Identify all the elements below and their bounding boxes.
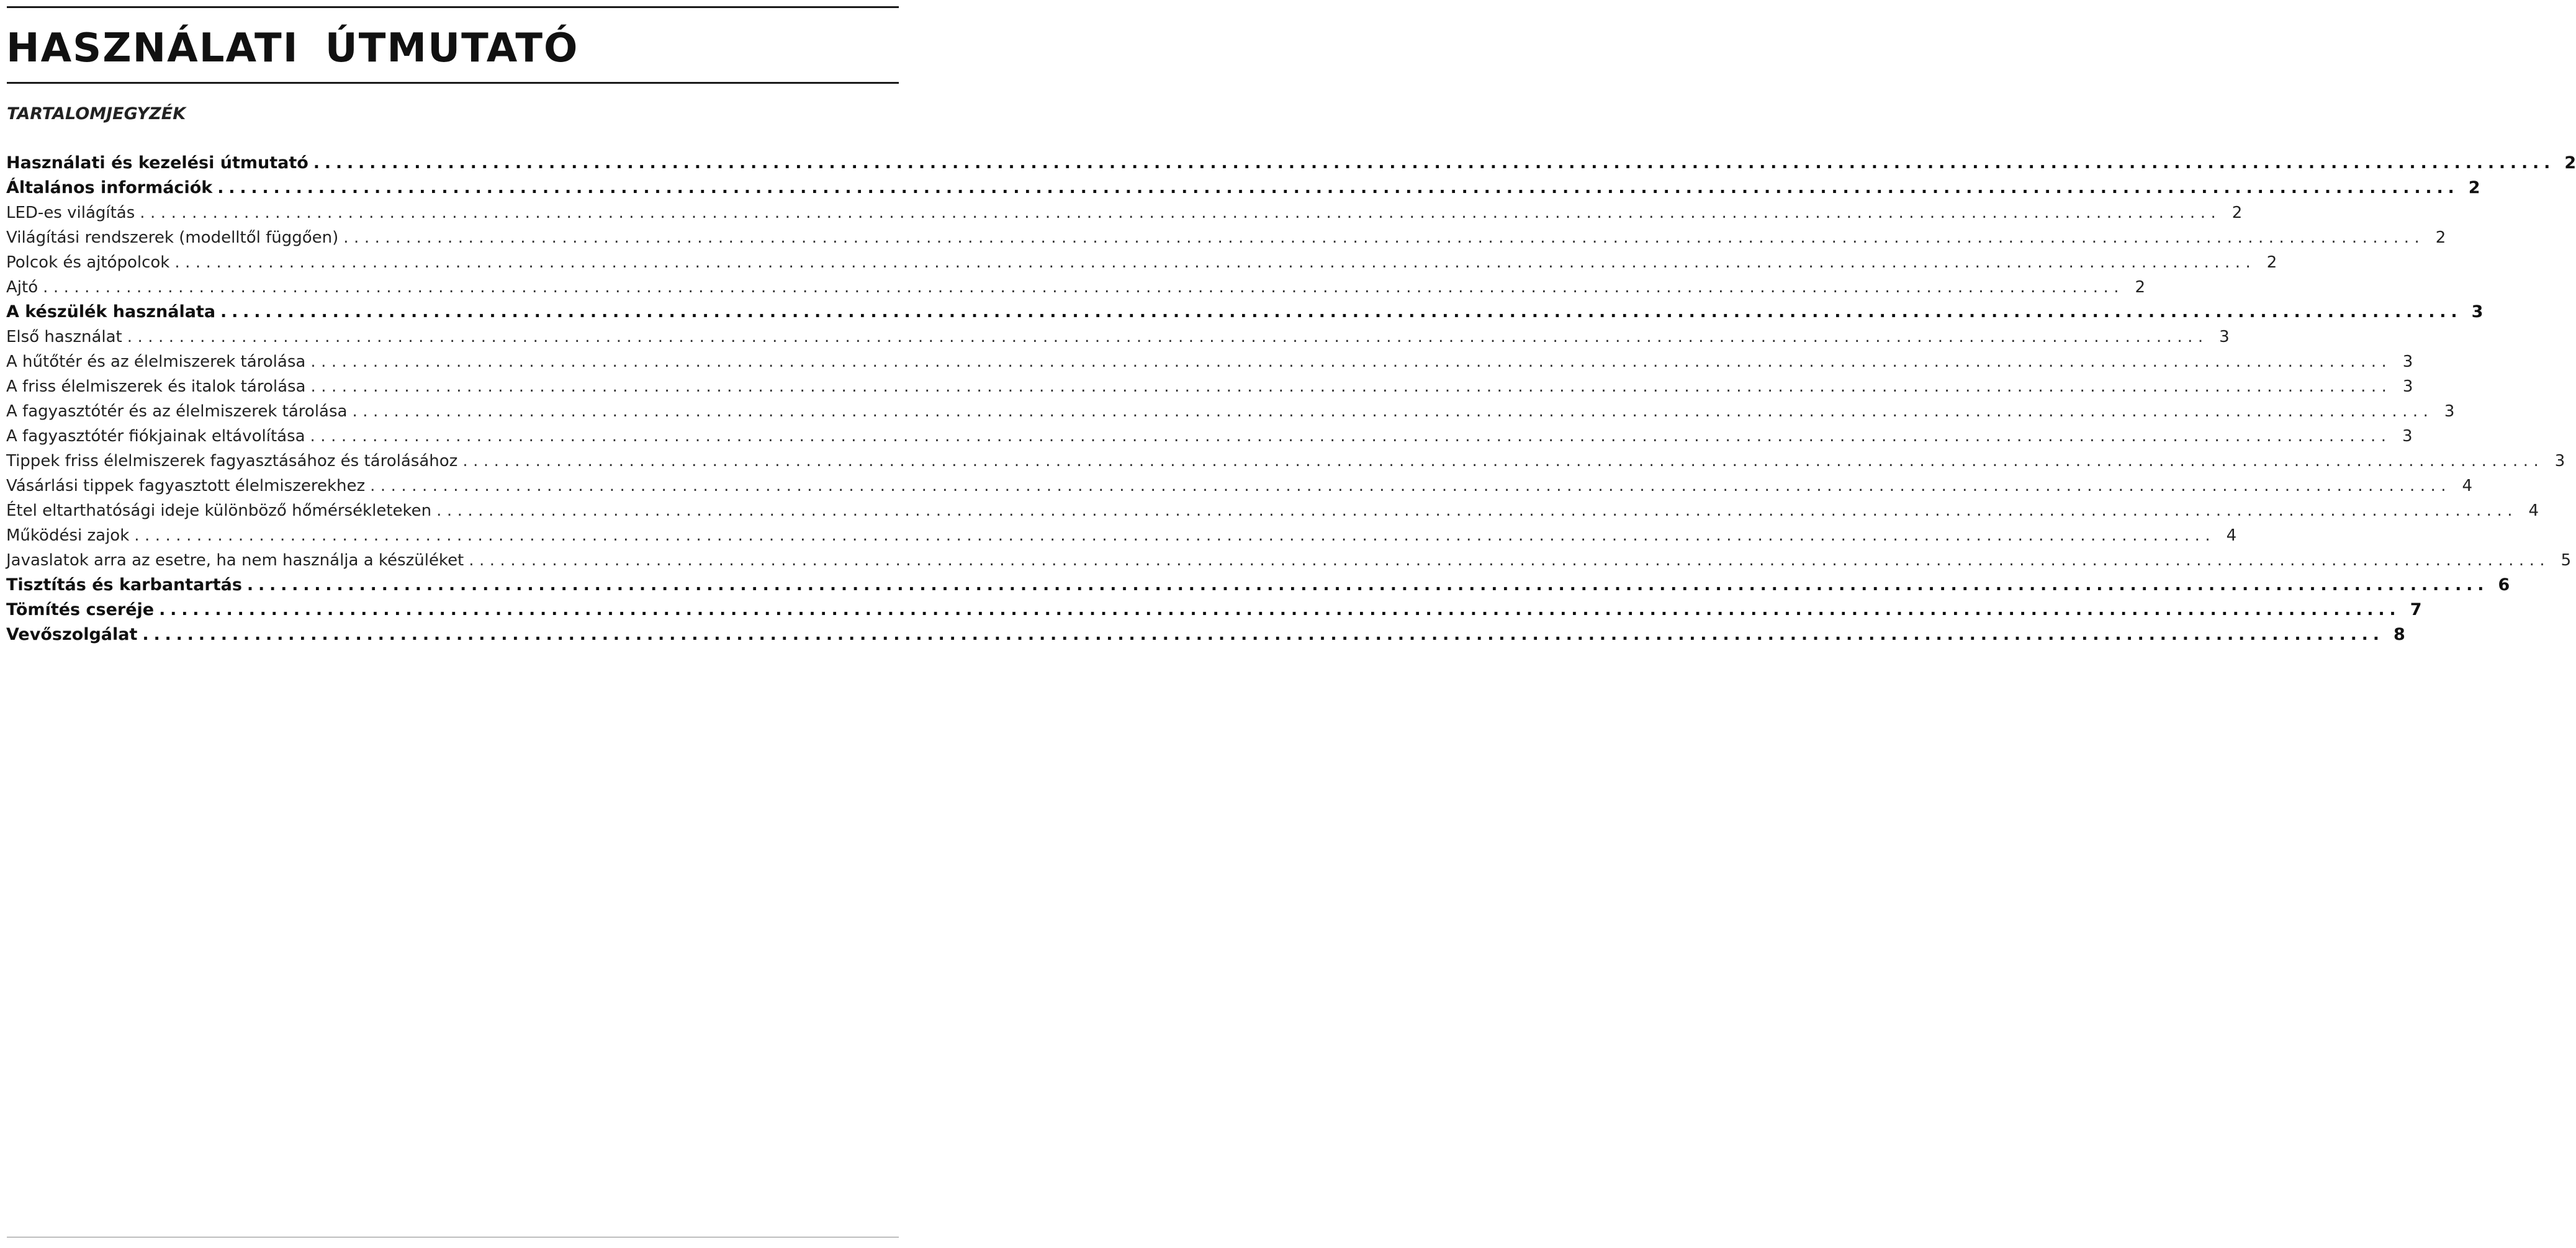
page-title: HASZNÁLATI ÚTMUTATÓ <box>6 25 579 71</box>
toc-entry-label: Javaslatok arra az esetre, ha nem használja a készüléket <box>6 551 464 570</box>
toc-entry-label: Általános információk <box>6 178 213 197</box>
toc-entry-page-number: 6 <box>2498 575 2510 595</box>
toc-section-entry[interactable] <box>6 300 2484 325</box>
toc-entry-page-number: 3 <box>2554 452 2565 470</box>
toc-entry-page-number: 3 <box>2444 402 2455 421</box>
toc-entry-label: Tisztítás és karbantartás <box>6 575 242 595</box>
toc-entry-label: Polcok és ajtópolcok <box>6 253 170 272</box>
toc-entry-label: A fagyasztótér fiókjainak eltávolítása <box>6 427 305 446</box>
toc-heading: TARTALOMJEGYZÉK <box>7 104 186 123</box>
toc-entry-label: Tömítés cseréje <box>6 600 155 619</box>
dot-leader: ........................................................................................................................................................................................................ <box>43 278 2125 297</box>
dot-leader: ........................................................................................................................................................................................................ <box>140 204 2222 222</box>
toc-entry-page-number: 3 <box>2471 302 2484 321</box>
toc-entry-label: Világítási rendszerek (modelltől függően) <box>6 228 339 247</box>
toc-entry-label: A friss élelmiszerek és italok tárolása <box>6 377 306 396</box>
toc-section-entry[interactable] <box>6 176 2480 200</box>
toc-subsection-entry[interactable] <box>6 424 2413 449</box>
toc-entry-page-number: 3 <box>2219 328 2230 346</box>
toc-entry-label: A készülék használata <box>6 302 216 321</box>
toc-subsection-entry[interactable] <box>6 548 2572 573</box>
dot-leader: ........................................................................................................................................................................................................ <box>343 228 2425 247</box>
toc-entry-label: A hűtőtér és az élelmiszerek tárolása <box>6 352 306 371</box>
title-rule <box>7 82 899 84</box>
dot-leader: ........................................................................................................................................................................................................ <box>220 302 2462 321</box>
dot-leader: ........................................................................................................................................................................................................ <box>436 501 2518 520</box>
toc-entry-page-number: 3 <box>2402 352 2413 371</box>
toc-entry-page-number: 8 <box>2393 625 2405 644</box>
toc-subsection-entry[interactable] <box>6 449 2565 474</box>
dot-leader: ........................................................................................................................................................................................................ <box>127 328 2209 346</box>
dot-leader: ........................................................................................................................................................................................................ <box>174 253 2256 272</box>
toc-entry-page-number: 4 <box>2462 477 2473 495</box>
toc-subsection-entry[interactable] <box>6 399 2455 424</box>
toc-entry-label: Tippek friss élelmiszerek fagyasztásához és tárolásához <box>6 452 458 470</box>
dot-leader: ........................................................................................................................................................................................................ <box>310 427 2392 446</box>
toc-section-entry[interactable] <box>6 622 2405 647</box>
toc-entry-page-number: 7 <box>2410 600 2422 619</box>
toc-entry-page-number: 4 <box>2528 501 2539 520</box>
toc-entry-label: Használati és kezelési útmutató <box>6 153 308 173</box>
toc-subsection-entry[interactable] <box>6 325 2230 349</box>
dot-leader: ........................................................................................................................................................................................................ <box>310 377 2392 396</box>
toc-subsection-entry[interactable] <box>6 474 2473 498</box>
table-of-contents <box>6 151 2576 647</box>
toc-entry-label: LED-es világítás <box>6 204 135 222</box>
dot-leader: ........................................................................................................................................................................................................ <box>462 452 2544 470</box>
toc-entry-label: Étel eltarthatósági ideje különböző hőmérsékleteken <box>6 501 432 520</box>
toc-entry-page-number: 2 <box>2435 228 2446 247</box>
dot-leader: ........................................................................................................................................................................................................ <box>217 178 2459 197</box>
toc-entry-page-number: 3 <box>2402 427 2413 446</box>
dot-leader: ........................................................................................................................................................................................................ <box>313 153 2556 173</box>
dot-leader: ........................................................................................................................................................................................................ <box>246 575 2489 595</box>
toc-entry-label: A fagyasztótér és az élelmiszerek tárolása <box>6 402 348 421</box>
toc-entry-page-number: 2 <box>2468 178 2480 197</box>
toc-subsection-entry[interactable] <box>6 374 2413 399</box>
toc-section-entry[interactable] <box>6 598 2422 622</box>
toc-section-entry[interactable] <box>6 573 2510 598</box>
toc-entry-page-number: 2 <box>2135 278 2146 297</box>
toc-entry-label: Vevőszolgálat <box>6 625 138 644</box>
toc-entry-label: Vásárlási tippek fagyasztott élelmiszerekhez <box>6 477 366 495</box>
toc-subsection-entry[interactable] <box>6 200 2243 225</box>
dot-leader: ........................................................................................................................................................................................................ <box>370 477 2452 495</box>
dot-leader: ........................................................................................................................................................................................................ <box>159 600 2401 619</box>
toc-subsection-entry[interactable] <box>6 523 2237 548</box>
dot-leader: ........................................................................................................................................................................................................ <box>134 526 2216 545</box>
toc-entry-label: Első használat <box>6 328 122 346</box>
top-rule <box>7 6 899 8</box>
toc-entry-label: Ajtó <box>6 278 38 297</box>
toc-entry-page-number: 5 <box>2560 551 2572 570</box>
toc-subsection-entry[interactable] <box>6 498 2539 523</box>
dot-leader: ........................................................................................................................................................................................................ <box>142 625 2384 644</box>
toc-entry-label: Működési zajok <box>6 526 130 545</box>
toc-entry-page-number: 2 <box>2266 253 2277 272</box>
toc-subsection-entry[interactable] <box>6 275 2146 300</box>
dot-leader: ........................................................................................................................................................................................................ <box>469 551 2551 570</box>
dot-leader: ........................................................................................................................................................................................................ <box>310 352 2392 371</box>
toc-subsection-entry[interactable] <box>6 225 2446 250</box>
toc-section-entry[interactable] <box>6 151 2576 176</box>
toc-subsection-entry[interactable] <box>6 349 2413 374</box>
toc-subsection-entry[interactable] <box>6 250 2277 275</box>
toc-entry-page-number: 2 <box>2231 204 2243 222</box>
toc-entry-page-number: 2 <box>2564 153 2576 173</box>
toc-entry-page-number: 3 <box>2402 377 2413 396</box>
dot-leader: ........................................................................................................................................................................................................ <box>352 402 2434 421</box>
toc-entry-page-number: 4 <box>2226 526 2237 545</box>
